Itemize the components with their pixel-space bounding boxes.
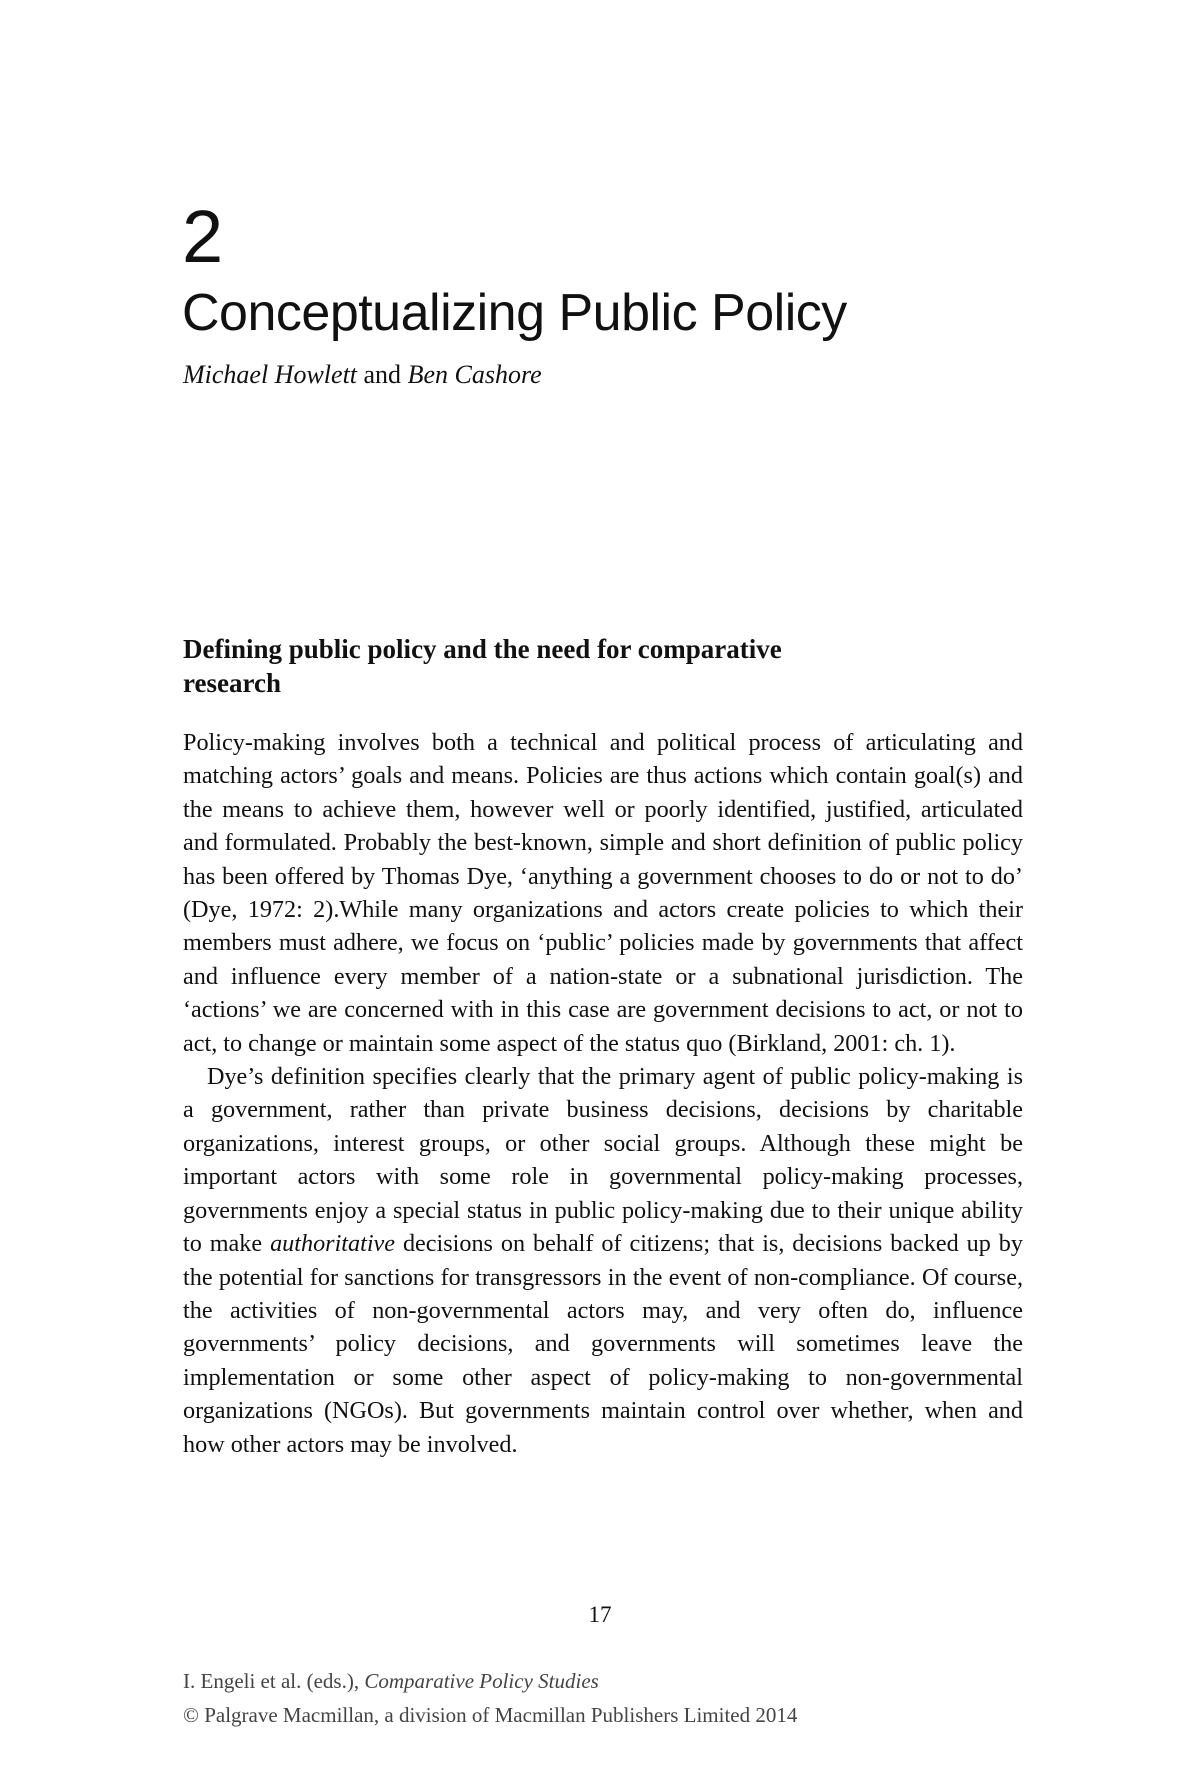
body-paragraph: Policy-making involves both a technical and political process of articulating and matching actors’ goals and means. Policies are thus actions which contain goal(s) and the means to achieve them, however well or poorly identified, justified, articulated and formulated. Probably the best-known, simple and short definition of public policy has been offered by Thomas Dye, ‘anything a government chooses to do or not to do’ (Dye, 1972: 2).While many organizations and actors create policies to which their members must adhere, we focus on ‘public’ policies made by governments that affect and influence every member of a nation-state or a subnational jurisdiction. The ‘actions’ we are concerned with in this case are government decisions to act, or not to act, to change or maintain some aspect of the status quo (Birkland, 2001: ch. 1). xyxy=(183,729,1023,1057)
section-heading: Defining public policy and the need for comparative research xyxy=(183,634,782,698)
paragraph-text: decisions on behalf of citizens; that is, decisions backed up by the potential for sanctions for transgressors in the event of non-compliance. Of course, the activities of non-governmental actors may, and very often do, influence governments’ policy decisions, and governments will sometimes leave the implementation or some other aspect of policy-making to non-governmental organizations (NGOs). But governments maintain control over whether, when and how other actors may be involved. xyxy=(183,1230,1023,1458)
author-name: Michael Howlett xyxy=(183,360,358,389)
chapter-authors xyxy=(183,358,542,392)
citation-line xyxy=(183,1664,797,1698)
chapter-number: 2 xyxy=(182,195,224,278)
body-paragraph xyxy=(183,1060,1023,1461)
paragraph-text: Dye’s definition specifies clearly that the primary agent of public policy-making is a government, rather than private business decisions, decisions by charitable organizations, interest groups, or other social groups. Although these might be important actors with some role in governmental policy-making processes, governments enjoy a special status in public policy-making due to their unique ability to make xyxy=(183,1063,1023,1258)
page-number: 17 xyxy=(588,1602,612,1627)
citation-editors: I. Engeli et al. (eds.), xyxy=(183,1669,365,1693)
page-footer xyxy=(183,1664,797,1732)
chapter-title: Conceptualizing Public Policy xyxy=(182,284,847,342)
body-text xyxy=(183,726,1023,1461)
emphasis-text: authoritative xyxy=(270,1230,396,1258)
author-name: Ben Cashore xyxy=(407,360,542,389)
copyright-line: © Palgrave Macmillan, a division of Macmillan Publishers Limited 2014 xyxy=(183,1703,798,1727)
author-joiner: and xyxy=(357,360,408,389)
citation-book-title: Comparative Policy Studies xyxy=(364,1669,599,1693)
